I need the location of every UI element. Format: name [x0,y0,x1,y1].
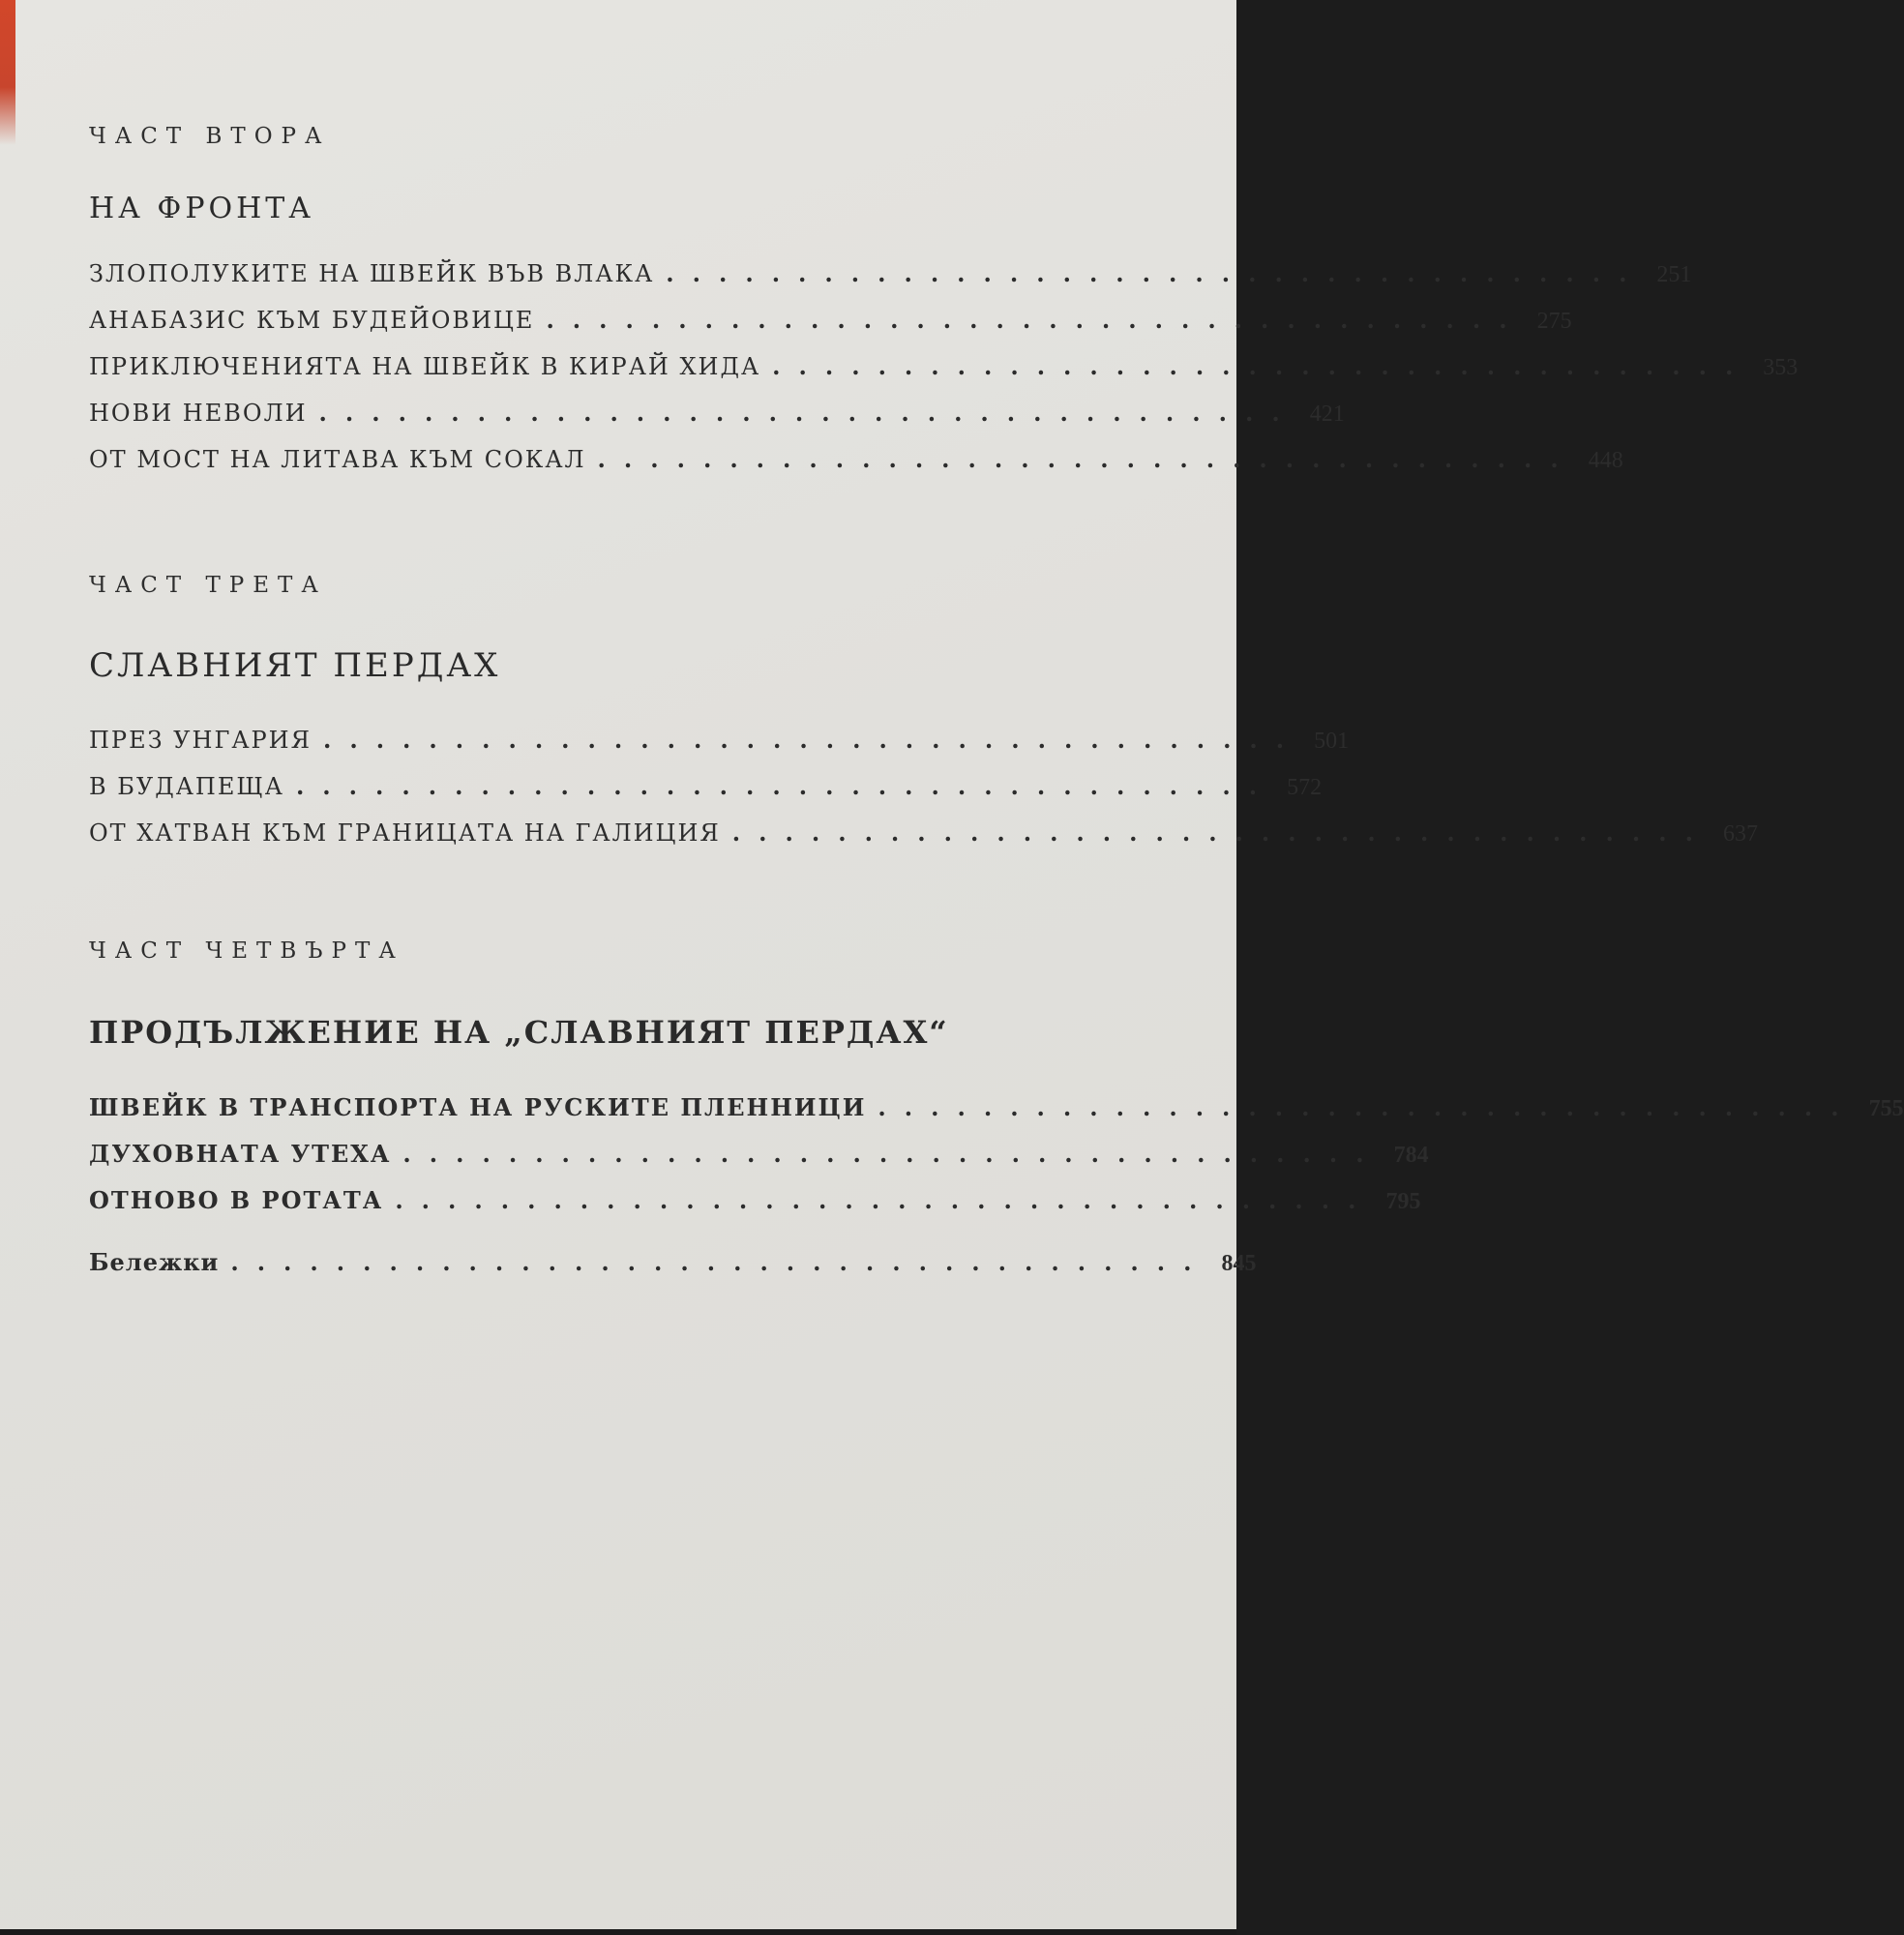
toc-leader-dots: ..................................... [731,819,1711,847]
toc-leader-dots: ..................................... [395,1186,1375,1214]
toc-entry-page: 251 [1656,262,1692,287]
toc-entry-notes [89,1248,1257,1287]
toc-entry [89,445,1623,484]
toc-entry [89,772,1323,811]
toc-entry [89,726,1350,764]
toc-entry [89,1140,1429,1178]
toc-entry-page: 275 [1536,309,1572,334]
toc-leader-dots: ..................................... [402,1140,1383,1168]
toc-entry-title: В БУДАПЕЩА [89,773,284,800]
toc-leader-dots: ..................................... [666,259,1646,287]
part-title: ПРОДЪЛЖЕНИЕ НА „СЛАВНИЯТ ПЕРДАХ“ [89,1014,949,1051]
toc-leader-dots: ..................................... [546,306,1526,334]
toc-entry-title: АНАБАЗИС КЪМ БУДЕЙОВИЦЕ [89,307,535,334]
toc-entry-page: 755 [1868,1096,1904,1121]
toc-entry [89,1186,1421,1225]
toc-leader-dots: ..................................... [230,1248,1210,1276]
toc-leader-dots: ..................................... [322,726,1303,754]
toc-leader-dots: ..................................... [772,352,1752,380]
toc-entry-page: 501 [1314,729,1350,754]
photo-border [0,1929,1236,1935]
toc-entry [89,819,1758,857]
part-label: ЧАСТ ТРЕТА [89,573,327,598]
toc-entry-page: 572 [1287,775,1323,800]
toc-entry-title: ОТ МОСТ НА ЛИТАВА КЪМ СОКАЛ [89,446,586,473]
toc-entry [89,352,1799,391]
toc-entry [89,399,1345,437]
toc-entry-page: 353 [1763,355,1799,380]
toc-entry [89,1093,1904,1132]
toc-entry-page: 784 [1393,1143,1429,1168]
toc-entry-title: ШВЕЙК В ТРАНСПОРТА НА РУСКИТЕ ПЛЕННИЦИ [89,1093,867,1121]
part-label: ЧАСТ ЧЕТВЪРТА [89,938,404,964]
toc-leader-dots: ..................................... [597,445,1577,473]
toc-leader-dots: ..................................... [878,1093,1858,1121]
toc-entry-page: 448 [1588,448,1623,473]
part-title: НА ФРОНТА [89,192,314,225]
toc-entry-title: ОТ ХАТВАН КЪМ ГРАНИЦАТА НА ГАЛИЦИЯ [89,819,721,847]
toc-entry-title: ПРИКЛЮЧЕНИЯТА НА ШВЕЙК В КИРАЙ ХИДА [89,353,761,380]
toc-entry [89,259,1692,298]
toc-entry-page: 637 [1722,821,1758,847]
toc-entry-title: ЗЛОПОЛУКИТЕ НА ШВЕЙК ВЪВ ВЛАКА [89,260,655,287]
toc-entry-page: 421 [1309,402,1345,427]
toc-leader-dots: ..................................... [295,772,1276,800]
toc-entry-title: ДУХОВНАТА УТЕХА [89,1140,392,1168]
part-title: СЛАВНИЯТ ПЕРДАХ [89,646,501,685]
toc-entry [89,306,1572,344]
toc-entry-page: 795 [1385,1189,1421,1214]
book-cover-edge [0,0,15,145]
toc-entry-title: НОВИ НЕВОЛИ [89,400,308,427]
toc-entry-title: ОТНОВО В РОТАТА [89,1186,384,1214]
toc-entry-title: Бележки [89,1248,220,1276]
part-label: ЧАСТ ВТОРА [89,124,331,149]
toc-leader-dots: ..................................... [318,399,1298,427]
toc-entry-title: ПРЕЗ УНГАРИЯ [89,727,312,754]
toc-entry-page: 845 [1221,1251,1257,1276]
